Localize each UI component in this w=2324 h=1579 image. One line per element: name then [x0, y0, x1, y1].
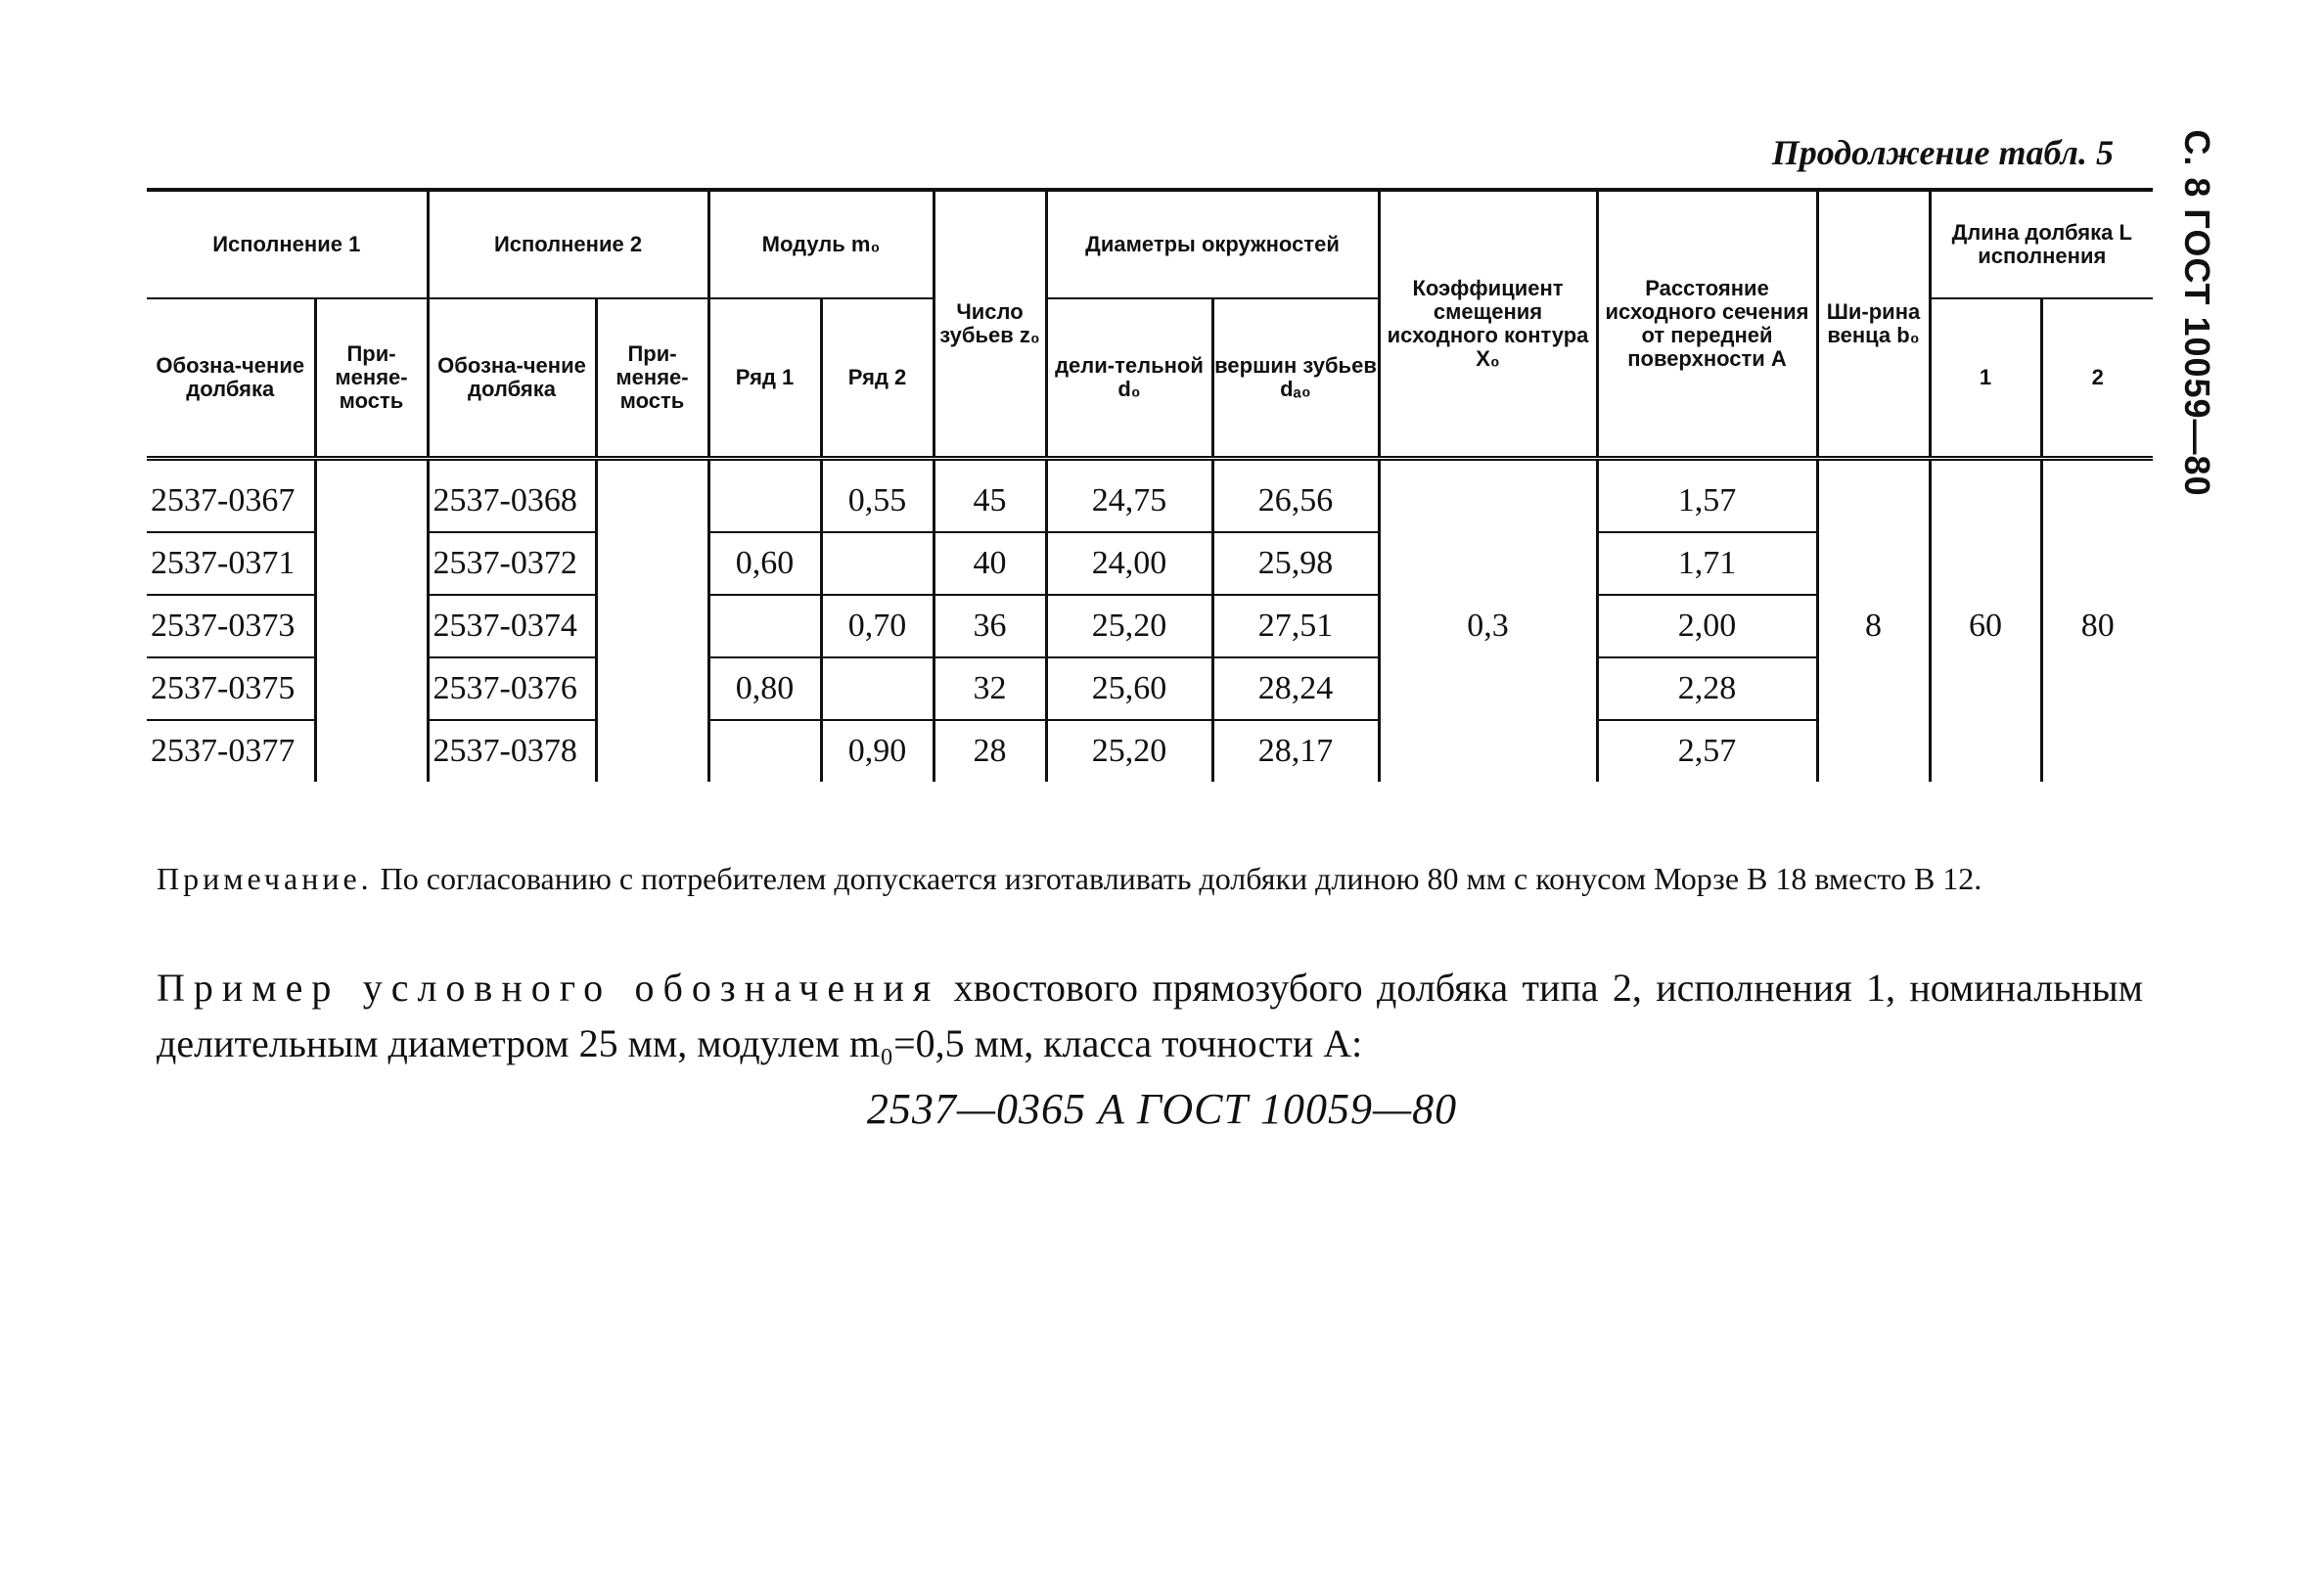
cell-ryad-2: 0,70: [821, 595, 934, 657]
header-rasstoyanie: Расстояние исходного сечения от передней поверхности A: [1597, 190, 1817, 459]
header-diametry: Диаметры окружностей: [1046, 190, 1379, 298]
cell-ryad-1: [708, 595, 821, 657]
cell-ryad-1: [708, 720, 821, 782]
cell-code-1: 2537-0375: [147, 657, 315, 720]
cell-primenyaemost-1: [315, 657, 428, 720]
cell-d0: 25,60: [1046, 657, 1212, 720]
cell-a: 1,57: [1597, 459, 1817, 533]
cell-code-2: 2537-0372: [428, 532, 596, 595]
cell-z0: 40: [934, 532, 1046, 595]
cell-code-2: 2537-0368: [428, 459, 596, 533]
header-ryad-2: Ряд 2: [821, 298, 934, 459]
header-oboznachenie-1: Обозна-чение долбяка: [147, 298, 315, 459]
cell-da0: 28,24: [1212, 657, 1379, 720]
cell-code-2: 2537-0378: [428, 720, 596, 782]
side-page-header: [2167, 129, 2226, 497]
cell-primenyaemost-1: [315, 459, 428, 533]
cell-da0: 26,56: [1212, 459, 1379, 533]
header-delitelnoy: дели-тельной d₀: [1046, 298, 1212, 459]
header-primenyaemost-2: При-меняе-мость: [596, 298, 708, 459]
header-koeff-smescheniya: Коэффициент смещения исходного контура X₀: [1379, 190, 1597, 459]
cell-z0: 32: [934, 657, 1046, 720]
designation-code: 2537—0365 А ГОСТ 10059—80: [866, 1085, 1458, 1133]
cell-d0: 24,75: [1046, 459, 1212, 533]
gear-shaper-table: [147, 188, 2153, 782]
cell-a: 1,71: [1597, 532, 1817, 595]
note-text: По согласованию с потребителем допускается изготавливать долбяки длиною 80 мм с конусом Морзе В 18 вместо В 12.: [380, 861, 1982, 896]
cell-a: 2,00: [1597, 595, 1817, 657]
cell-z0: 28: [934, 720, 1046, 782]
cell-da0: 28,17: [1212, 720, 1379, 782]
cell-primenyaemost-2: [596, 657, 708, 720]
cell-ryad-1: 0,60: [708, 532, 821, 595]
cell-d0: 24,00: [1046, 532, 1212, 595]
header-ryad-1: Ряд 1: [708, 298, 821, 459]
side-header-text: С. 8 ГОСТ 10059—80: [2177, 129, 2217, 497]
cell-primenyaemost-1: [315, 595, 428, 657]
cell-a: 2,28: [1597, 657, 1817, 720]
cell-a: 2,57: [1597, 720, 1817, 782]
cell-code-2: 2537-0374: [428, 595, 596, 657]
cell-ryad-1: [708, 459, 821, 533]
cell-d0: 25,20: [1046, 595, 1212, 657]
cell-b0: 8: [1817, 459, 1930, 783]
cell-primenyaemost-1: [315, 532, 428, 595]
cell-primenyaemost-2: [596, 459, 708, 533]
table-row: [147, 459, 2153, 533]
cell-code-1: 2537-0377: [151, 733, 296, 769]
header-dlina-2: 2: [2041, 298, 2153, 459]
cell-l2: 80: [2041, 459, 2153, 783]
designation-example: [157, 961, 2143, 1072]
cell-d0: 25,20: [1046, 720, 1212, 782]
example-text: хвостового прямозубого долбяка типа 2, исполнения 1, номинальным делительным диаметром 25 мм, модулем m₀=0,5 мм, класса точности А:: [157, 966, 2143, 1065]
cell-da0: 27,51: [1212, 595, 1379, 657]
cell-code-1: 2537-0371: [147, 532, 315, 595]
cell-primenyaemost-2: [596, 595, 708, 657]
cell-x0: 0,3: [1379, 459, 1597, 783]
header-ispolnenie-2: Исполнение 2: [428, 190, 708, 298]
cell-ryad-2: [821, 532, 934, 595]
cell-code-1: 2537-0367: [147, 459, 315, 533]
cell-code-1: 2537-0373: [147, 595, 315, 657]
cell-z0: 45: [934, 459, 1046, 533]
header-chislo-zubyev: Число зубьев z₀: [934, 190, 1046, 459]
header-primenyaemost-1: При-меняе-мость: [315, 298, 428, 459]
cell-primenyaemost-1: [315, 720, 428, 782]
cell-code-2: 2537-0376: [428, 657, 596, 720]
header-dlina-1: 1: [1930, 298, 2041, 459]
cell-ryad-2: 0,90: [821, 720, 934, 782]
cell-ryad-2: 0,55: [821, 459, 934, 533]
note-lead: Примечание.: [157, 861, 373, 896]
cell-ryad-1: 0,80: [708, 657, 821, 720]
header-oboznachenie-2: Обозна-чение долбяка: [428, 298, 596, 459]
cell-primenyaemost-2: [596, 720, 708, 782]
header-shirina-venca: Ши-рина венца b₀: [1817, 190, 1930, 459]
cell-z0: 36: [934, 595, 1046, 657]
cell-l1: 60: [1930, 459, 2041, 783]
example-lead: Пример условного обозначения: [157, 966, 940, 1010]
header-vershin-zubyev: вершин зубьев dₐ₀: [1212, 298, 1379, 459]
header-dlina-dolbyaka: Длина долбяка L исполнения: [1930, 190, 2153, 298]
header-modul: Модуль m₀: [708, 190, 934, 298]
header-ispolnenie-1: Исполнение 1: [147, 190, 428, 298]
cell-da0: 25,98: [1212, 532, 1379, 595]
cell-ryad-2: [821, 657, 934, 720]
table-note: [157, 859, 2143, 900]
table-caption: Продолжение табл. 5: [1771, 133, 2114, 172]
cell-primenyaemost-2: [596, 532, 708, 595]
